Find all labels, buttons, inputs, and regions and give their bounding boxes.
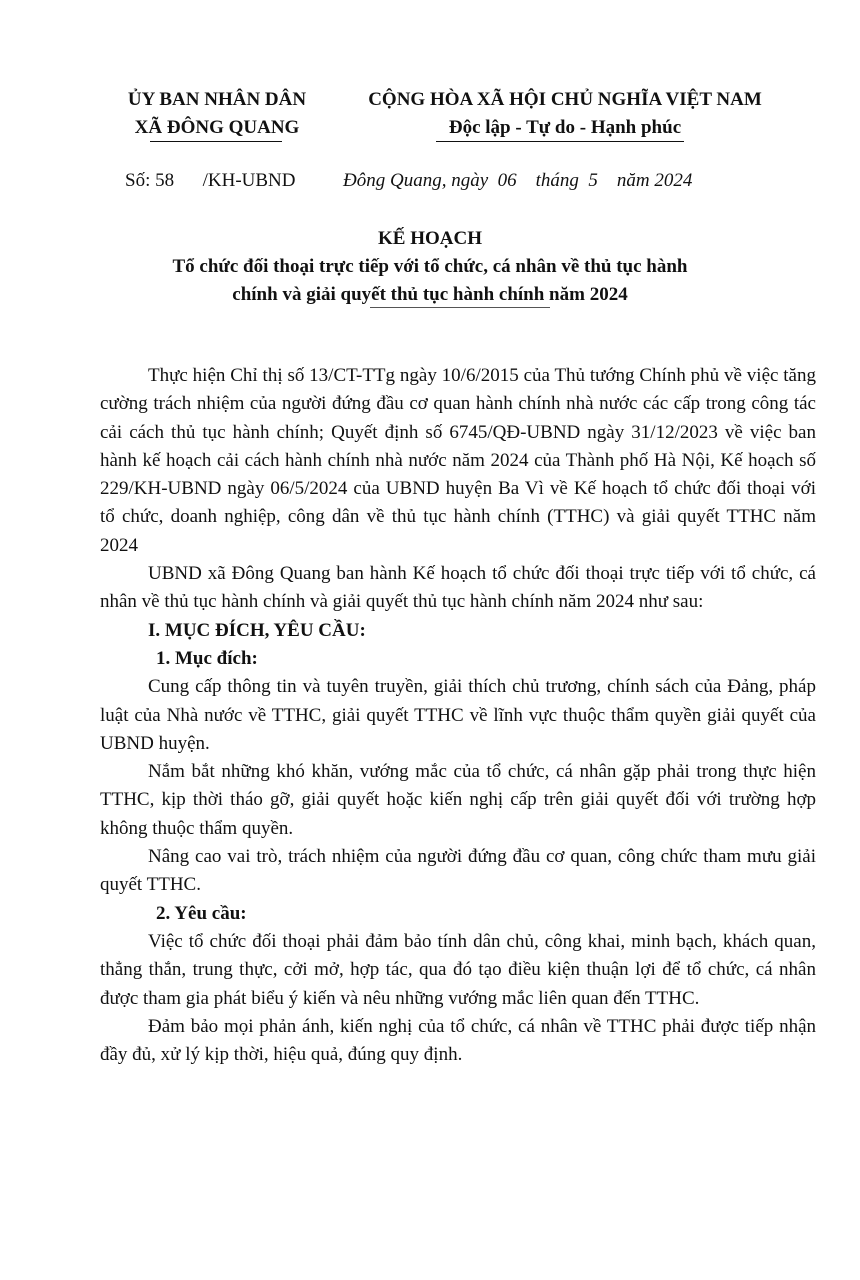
agency-line-1: ỦY BAN NHÂN DÂN (127, 89, 307, 110)
purpose-paragraph-2: Nắm bắt những khó khăn, vướng mắc của tổ chức, cá nhân gặp phải trong thực hiện TTHC, kịp thời tháo gỡ, giải quyết hoặc kiến nghị cấp trên giải quyết đối với trường hợp không thuộc thẩm quyền. (100, 761, 816, 839)
national-motto: Độc lập - Tự do - Hạnh phúc (448, 117, 682, 138)
document-type: KẾ HOẠCH (378, 228, 482, 249)
place-and-date: Đông Quang, ngày 06 tháng 5 năm 2024 (343, 170, 693, 191)
nation-name: CỘNG HÒA XÃ HỘI CHỦ NGHĨA VIỆT NAM (368, 89, 762, 110)
intro-paragraph-1: Thực hiện Chỉ thị số 13/CT-TTg ngày 10/6/2015 của Thủ tướng Chính phủ về việc tăng cường trách nhiệm của người đứng đầu cơ quan hành chính nhà nước các cấp trong công tác cải cách thủ tục hành chính; Quyết định số 6745/QĐ-UBND ngày 31/12/2023 về việc ban hành kế hoạch cải cách hành chính nhà nước năm 2024 của Thành phố Hà Nội, Kế hoạch số 229/KH-UBND ngày 06/5/2024 của UBND huyện Ba Vì về Kế hoạch tổ chức đối thoại với tổ chức, doanh nghiệp, công dân về thủ tục hành chính (TTHC) và giải quyết TTHC năm 2024 (100, 365, 816, 556)
requirement-paragraph-1: Việc tổ chức đối thoại phải đảm bảo tính dân chủ, công khai, minh bạch, khách quan, thẳng thắn, trung thực, cởi mở, hợp tác, qua đó tạo điều kiện thuận lợi để tổ chức, cá nhân được tham gia phát biểu ý kiến và nêu những vướng mắc liên quan đến TTHC. (100, 930, 816, 1009)
document-subject-line-2: chính và giải quyết thủ tục hành chính năm 2024 (232, 284, 628, 305)
title-underline (370, 307, 550, 308)
agency-underline (150, 141, 282, 142)
document-subject-line-1: Tổ chức đối thoại trực tiếp với tổ chức, cá nhân về thủ tục hành (172, 256, 688, 277)
purpose-paragraph-3: Nâng cao vai trò, trách nhiệm của người đứng đầu cơ quan, công chức tham mưu giải quyết TTHC. (100, 846, 816, 896)
intro-paragraph-2: UBND xã Đông Quang ban hành Kế hoạch tổ chức đối thoại trực tiếp với tổ chức, cá nhân về thủ tục hành chính và giải quyết thủ tục hành chính năm 2024 như sau: (100, 563, 816, 613)
national-heading (345, 86, 785, 142)
issuing-agency (102, 86, 332, 142)
subsection-heading-purpose: 1. Mục đích: (156, 647, 258, 669)
section-heading-1: I. MỤC ĐÍCH, YÊU CẦU: (148, 619, 366, 641)
document-body (100, 362, 816, 1069)
agency-line-2: XÃ ĐÔNG QUANG (134, 117, 300, 138)
subsection-heading-requirements: 2. Yêu cầu: (156, 902, 247, 924)
document-number: Số: 58 /KH-UBND (125, 170, 296, 191)
document-title-block (100, 225, 760, 309)
purpose-paragraph-1: Cung cấp thông tin và tuyên truyền, giải thích chủ trương, chính sách của Đảng, pháp luật của Nhà nước về TTHC, giải quyết TTHC về lĩnh vực thuộc thẩm quyền giải quyết của UBND huyện. (100, 676, 816, 754)
requirement-paragraph-2: Đảm bảo mọi phản ánh, kiến nghị của tổ chức, cá nhân về TTHC phải được tiếp nhận đầy đủ, xử lý kịp thời, hiệu quả, đúng quy định. (100, 1015, 816, 1066)
motto-underline (436, 141, 684, 142)
